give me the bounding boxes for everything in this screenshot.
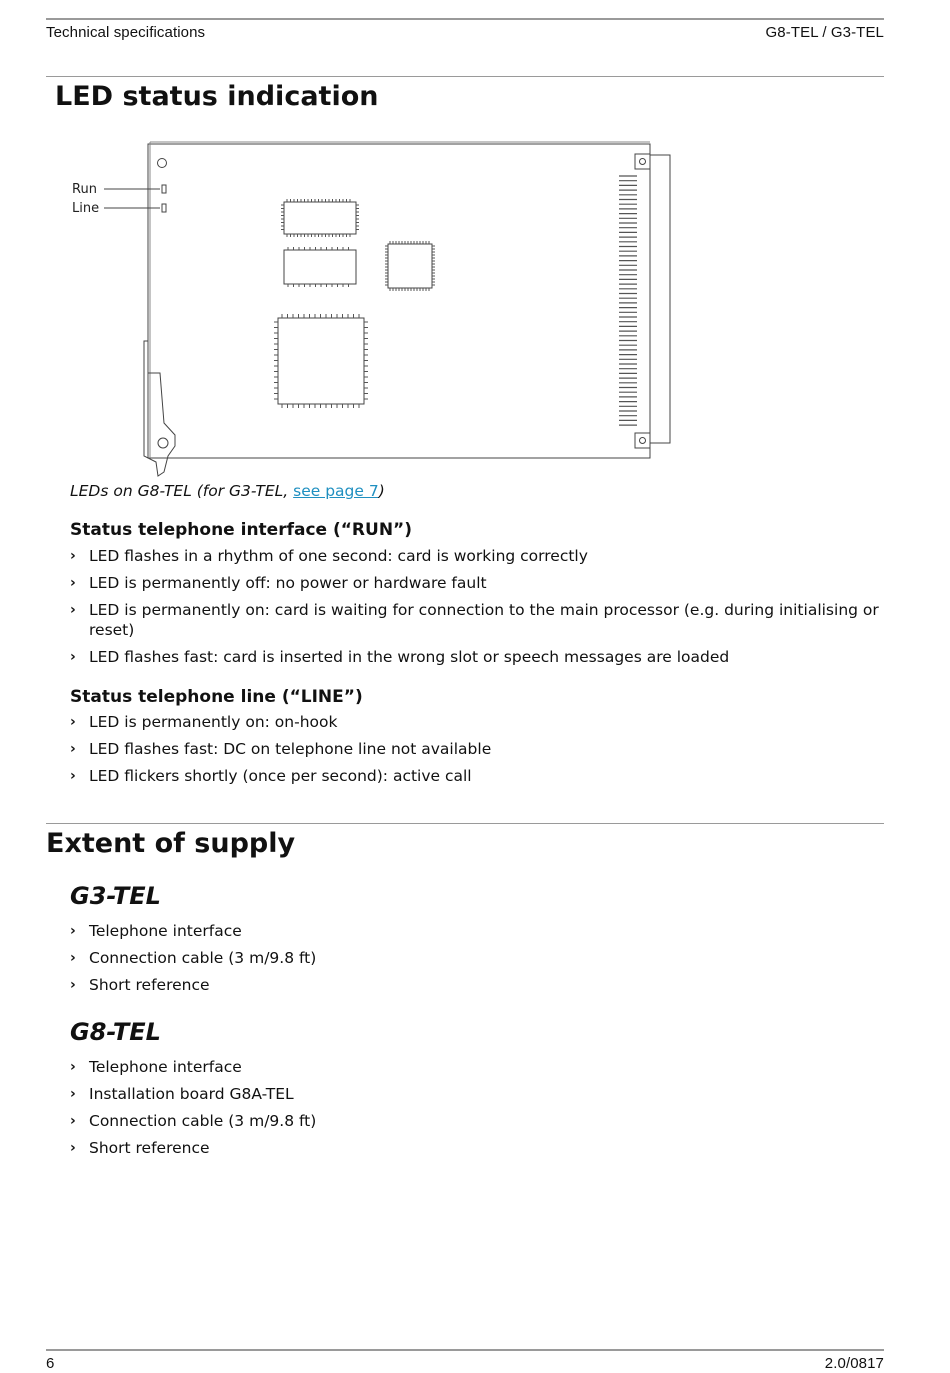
chip-square-large <box>278 318 364 404</box>
edge-connector-frame <box>650 155 670 443</box>
card-diagram <box>60 138 680 487</box>
g3-tel-heading: G3-TEL <box>70 882 161 910</box>
list-item: › LED is permanently off: no power or hardware fault <box>70 574 487 592</box>
see-page-link[interactable]: see page 7 <box>293 482 379 500</box>
list-item: › Connection cable (3 m/9.8 ft) <box>70 949 317 967</box>
chip-flat-lower <box>284 250 356 284</box>
document-version: 2.0/0817 <box>824 1355 884 1372</box>
chevron-right-icon: › <box>70 768 76 784</box>
caption-text-end: ) <box>378 482 385 500</box>
list-item: › LED flickers shortly (once per second): active call <box>70 767 472 785</box>
list-item: › Telephone interface <box>70 922 242 940</box>
line-led-label: Line <box>72 201 100 216</box>
chevron-right-icon: › <box>70 950 76 966</box>
supply-section-title: Extent of supply <box>46 828 296 859</box>
chevron-right-icon: › <box>70 923 76 939</box>
list-item: › Installation board G8A-TEL <box>70 1085 294 1103</box>
run-status-heading: Status telephone interface (“RUN”) <box>70 520 412 540</box>
run-status-list <box>70 546 886 674</box>
list-item: › Short reference <box>70 1139 210 1157</box>
chip-square-small <box>388 244 432 288</box>
list-item: › Short reference <box>70 976 210 994</box>
line-status-heading: Status telephone line (“LINE”) <box>70 687 363 707</box>
card-diagram-svg <box>60 138 680 483</box>
list-item: › LED is permanently on: on-hook <box>70 713 338 731</box>
card-board-outline <box>148 144 650 458</box>
caption-text: LEDs on G8-TEL (for G3-TEL, <box>70 482 294 500</box>
chevron-right-icon: › <box>70 602 76 618</box>
chevron-right-icon: › <box>70 1113 76 1129</box>
header-section-title: Technical specifications <box>46 24 206 41</box>
chevron-right-icon: › <box>70 575 76 591</box>
front-bracket <box>144 341 175 476</box>
supply-section-rule <box>46 823 884 824</box>
header-product-name: G8-TEL / G3-TEL <box>765 24 884 41</box>
line-status-list <box>70 712 886 793</box>
chevron-right-icon: › <box>70 1086 76 1102</box>
list-item: › Connection cable (3 m/9.8 ft) <box>70 1112 317 1130</box>
chevron-right-icon: › <box>70 741 76 757</box>
list-item: › LED flashes fast: card is inserted in the wrong slot or speech messages are loaded <box>70 648 730 666</box>
chevron-right-icon: › <box>70 714 76 730</box>
list-item: › LED flashes in a rhythm of one second: card is working correctly <box>70 547 588 565</box>
g3-tel-supply-list <box>70 921 886 1002</box>
chevron-right-icon: › <box>70 649 76 665</box>
line-led-icon <box>162 204 166 212</box>
list-item: › LED is permanently on: card is waiting for connection to the main processor (e.g. during initialising or reset) <box>70 601 879 639</box>
header-bottom-rule <box>46 76 884 77</box>
chevron-right-icon: › <box>70 977 76 993</box>
list-item: › Telephone interface <box>70 1058 242 1076</box>
chevron-right-icon: › <box>70 548 76 564</box>
chevron-right-icon: › <box>70 1059 76 1075</box>
page-number: 6 <box>46 1355 55 1372</box>
run-led-icon <box>162 185 166 193</box>
run-led-label: Run <box>72 182 97 197</box>
chevron-right-icon: › <box>70 1140 76 1156</box>
chip-flat-upper <box>284 202 356 234</box>
led-section-title: LED status indication <box>55 81 379 112</box>
footer-rule <box>46 1349 884 1351</box>
g8-tel-supply-list <box>70 1057 886 1165</box>
list-item: › LED flashes fast: DC on telephone line not available <box>70 740 492 758</box>
figure-caption <box>70 482 385 500</box>
g8-tel-heading: G8-TEL <box>70 1018 161 1046</box>
connector-bracket-top <box>635 154 650 169</box>
header-top-rule <box>46 18 884 20</box>
mounting-hole-icon <box>158 159 167 168</box>
connector-bracket-bottom <box>635 433 650 448</box>
